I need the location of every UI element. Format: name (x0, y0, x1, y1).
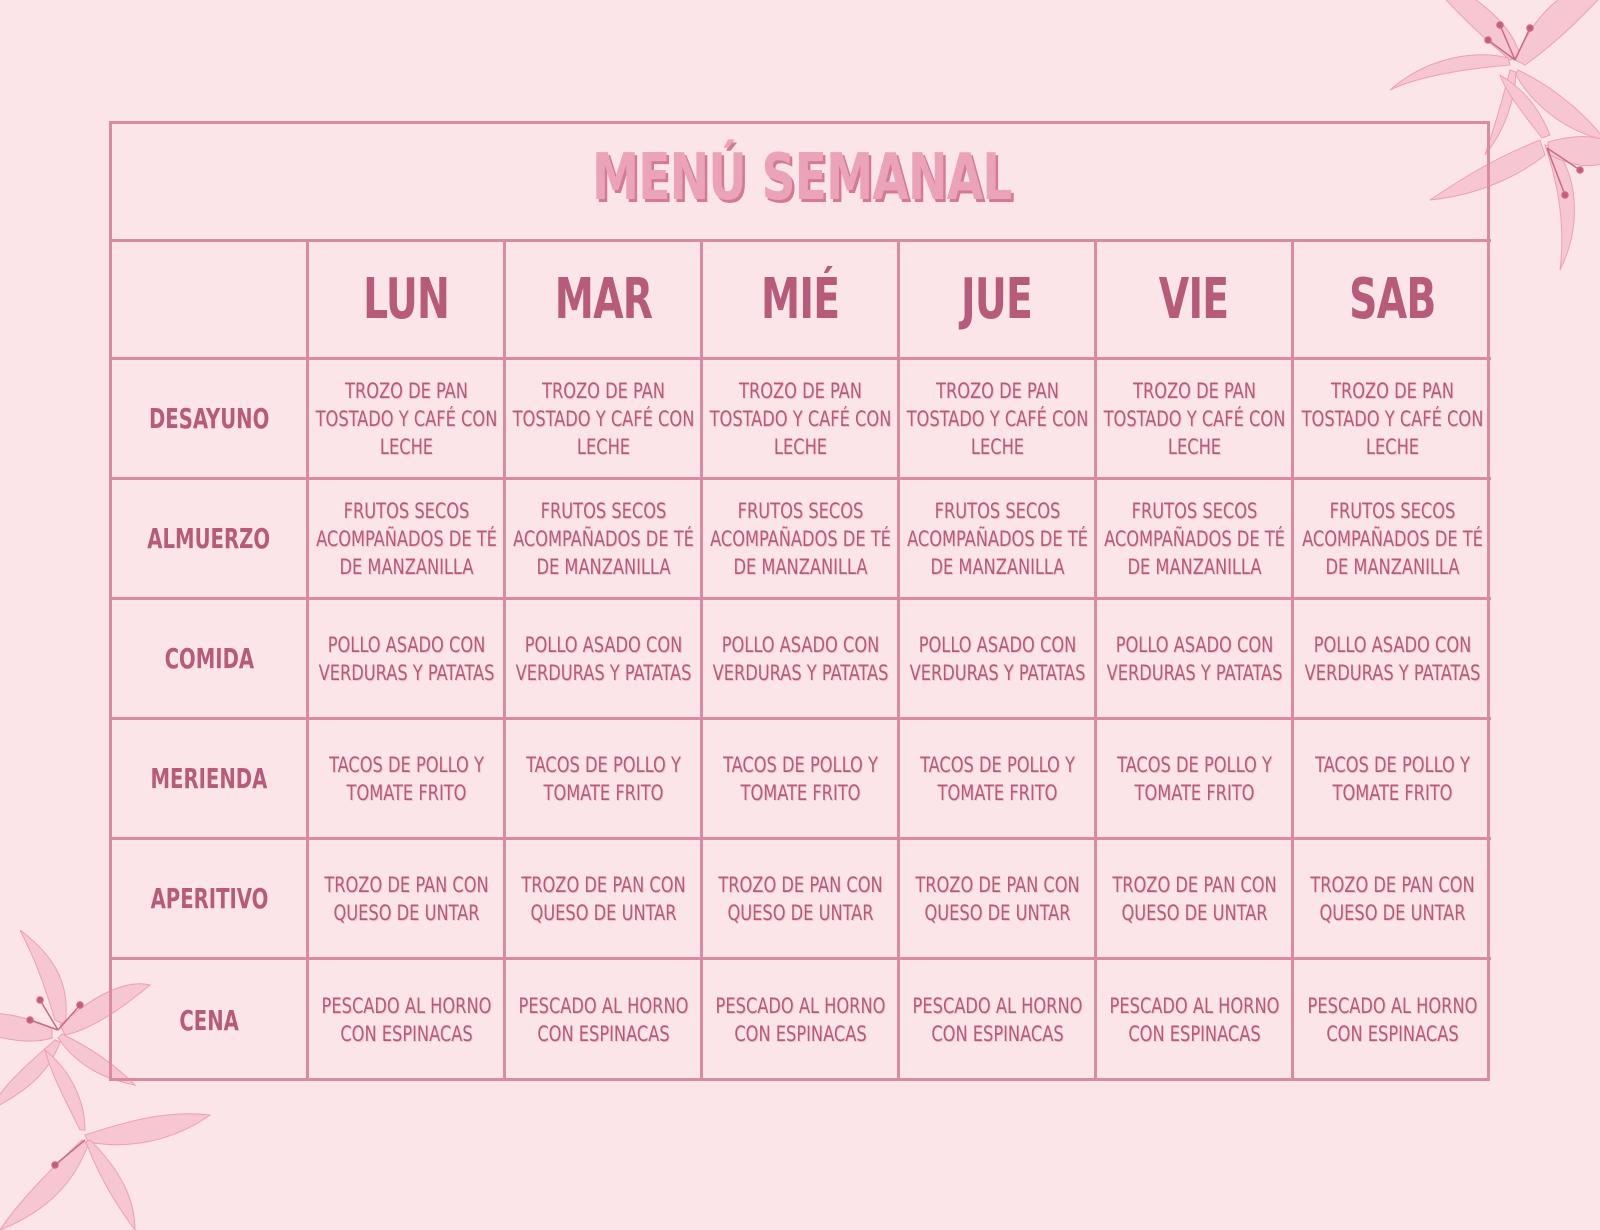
dish-cell (703, 360, 900, 480)
dish-cell (703, 960, 900, 1080)
dish-text: POLLO ASADO CON VERDURAS Y PATATAS (712, 632, 888, 685)
day-header-cell (1097, 242, 1294, 360)
meal-label: APERITIVO (150, 882, 268, 915)
dish-text: TROZO DE PAN TOSTADO Y CAFÉ CON LECHE (1301, 378, 1484, 459)
day-header: SAB (1349, 267, 1436, 332)
dish-text: FRUTOS SECOS ACOMPAÑADOS DE TÉ DE MANZANILLA (1302, 498, 1483, 579)
day-header-cell (900, 242, 1097, 360)
dish-cell (506, 840, 703, 960)
dish-cell (506, 360, 703, 480)
dish-cell (1097, 360, 1294, 480)
weekly-menu-table (109, 121, 1490, 1081)
day-header: MAR (554, 267, 652, 332)
dish-cell (1097, 720, 1294, 840)
dish-cell (1294, 480, 1491, 600)
dish-text: PESCADO AL HORNO CON ESPINACAS (1109, 994, 1279, 1046)
dish-text: TROZO DE PAN TOSTADO Y CAFÉ CON LECHE (315, 378, 497, 459)
dish-text: TROZO DE PAN CON QUESO DE UNTAR (1310, 872, 1475, 925)
dish-text: TROZO DE PAN CON QUESO DE UNTAR (914, 872, 1080, 925)
dish-text: FRUTOS SECOS ACOMPAÑADOS DE TÉ DE MANZANILLA (1103, 498, 1285, 579)
dish-cell (309, 960, 506, 1080)
dish-cell (309, 720, 506, 840)
meal-label-cell (112, 600, 309, 720)
corner-cell (112, 242, 309, 360)
dish-cell (703, 480, 900, 600)
dish-text: PESCADO AL HORNO CON ESPINACAS (715, 994, 885, 1046)
day-header-cell (1294, 242, 1491, 360)
dish-cell (900, 960, 1097, 1080)
dish-text: TACOS DE POLLO Y TOMATE FRITO (525, 752, 681, 805)
dish-cell (309, 480, 506, 600)
meal-label-cell (112, 480, 309, 600)
meal-label-cell (112, 840, 309, 960)
meal-label: ALMUERZO (147, 522, 271, 555)
dish-text: PESCADO AL HORNO CON ESPINACAS (912, 994, 1082, 1046)
dish-text: FRUTOS SECOS ACOMPAÑADOS DE TÉ DE MANZANILLA (512, 498, 694, 579)
dish-text: TROZO DE PAN CON QUESO DE UNTAR (1111, 872, 1277, 925)
dish-cell (309, 600, 506, 720)
dish-cell (1097, 960, 1294, 1080)
dish-text: TROZO DE PAN CON QUESO DE UNTAR (323, 872, 489, 925)
dish-text: TROZO DE PAN CON QUESO DE UNTAR (717, 872, 883, 925)
dish-cell (1097, 840, 1294, 960)
dish-text: TROZO DE PAN TOSTADO Y CAFÉ CON LECHE (1103, 378, 1285, 459)
dish-cell (1294, 840, 1491, 960)
dish-cell (900, 600, 1097, 720)
dish-cell (703, 600, 900, 720)
dish-text: POLLO ASADO CON VERDURAS Y PATATAS (1106, 632, 1282, 685)
dish-cell (703, 840, 900, 960)
day-header: JUE (961, 267, 1033, 332)
meal-label: DESAYUNO (148, 402, 270, 435)
dish-cell (900, 720, 1097, 840)
dish-text: TROZO DE PAN CON QUESO DE UNTAR (520, 872, 686, 925)
meal-label-cell (112, 360, 309, 480)
dish-cell (309, 840, 506, 960)
dish-text: PESCADO AL HORNO CON ESPINACAS (518, 994, 688, 1046)
meal-label: COMIDA (164, 642, 254, 675)
dish-text: TROZO DE PAN TOSTADO Y CAFÉ CON LECHE (709, 378, 891, 459)
dish-cell (1294, 960, 1491, 1080)
dish-cell (900, 360, 1097, 480)
day-header: LUN (363, 267, 449, 332)
dish-cell (1294, 360, 1491, 480)
dish-text: TROZO DE PAN TOSTADO Y CAFÉ CON LECHE (512, 378, 694, 459)
dish-text: TACOS DE POLLO Y TOMATE FRITO (722, 752, 878, 805)
dish-text: FRUTOS SECOS ACOMPAÑADOS DE TÉ DE MANZANILLA (709, 498, 891, 579)
dish-cell (703, 720, 900, 840)
meal-label: MERIENDA (150, 762, 268, 795)
dish-cell (1294, 720, 1491, 840)
meal-label-cell (112, 960, 309, 1080)
dish-cell (309, 360, 506, 480)
dish-cell (1097, 480, 1294, 600)
dish-text: POLLO ASADO CON VERDURAS Y PATATAS (1304, 632, 1481, 685)
dish-text: FRUTOS SECOS ACOMPAÑADOS DE TÉ DE MANZANILLA (315, 498, 497, 579)
day-header-cell (703, 242, 900, 360)
dish-text: TACOS DE POLLO Y TOMATE FRITO (328, 752, 484, 805)
title-row (112, 124, 1491, 242)
dish-cell (900, 480, 1097, 600)
day-header-cell (506, 242, 703, 360)
dish-text: TACOS DE POLLO Y TOMATE FRITO (919, 752, 1075, 805)
dish-text: TROZO DE PAN TOSTADO Y CAFÉ CON LECHE (906, 378, 1088, 459)
day-header: MIÉ (760, 267, 840, 332)
day-header: VIE (1159, 267, 1229, 332)
dish-cell (900, 840, 1097, 960)
dish-cell (1097, 600, 1294, 720)
dish-text: PESCADO AL HORNO CON ESPINACAS (321, 994, 491, 1046)
dish-text: POLLO ASADO CON VERDURAS Y PATATAS (909, 632, 1085, 685)
day-header-cell (309, 242, 506, 360)
dish-text: POLLO ASADO CON VERDURAS Y PATATAS (515, 632, 691, 685)
dish-text: PESCADO AL HORNO CON ESPINACAS (1307, 994, 1478, 1046)
dish-cell (506, 600, 703, 720)
meal-label: CENA (179, 1003, 239, 1037)
dish-cell (506, 960, 703, 1080)
meal-label-cell (112, 720, 309, 840)
dish-cell (506, 720, 703, 840)
dish-text: TACOS DE POLLO Y TOMATE FRITO (1315, 752, 1470, 805)
dish-text: POLLO ASADO CON VERDURAS Y PATATAS (318, 632, 494, 685)
dish-cell (1294, 600, 1491, 720)
dish-cell (506, 480, 703, 600)
dish-text: FRUTOS SECOS ACOMPAÑADOS DE TÉ DE MANZANILLA (906, 498, 1088, 579)
page-title: MENÚ SEMANAL (591, 140, 1012, 215)
dish-text: TACOS DE POLLO Y TOMATE FRITO (1116, 752, 1272, 805)
